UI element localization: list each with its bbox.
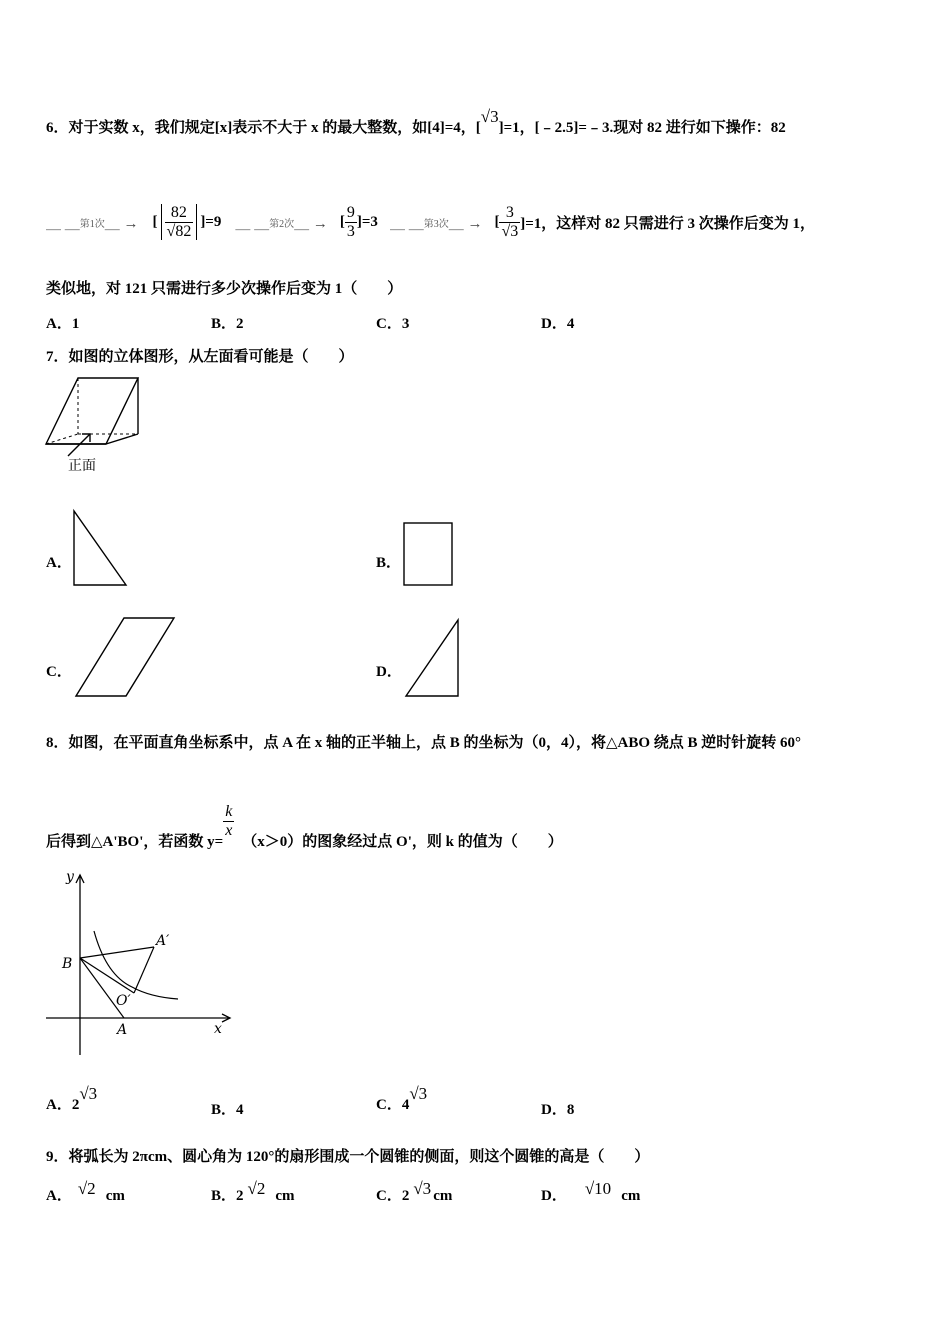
q6-eq1: ]=9 (200, 213, 222, 230)
q7-option-a-label[interactable]: A． (46, 555, 72, 571)
q6-step1-label: 第1次 (79, 218, 105, 230)
q8-fraction: $\frac{k}{x}$ (225, 803, 233, 839)
q6-option-b[interactable]: B．2 (211, 316, 244, 332)
q6-frac1-bracket (161, 204, 198, 240)
q8-label-a: A (117, 1022, 128, 1038)
q9-text: 9．将弧长为 2πcm、圆心角为 120°的扇形围成一个圆锥的侧面，则这个圆锥的高是（ ） (46, 1149, 650, 1165)
q6-line3: 类似地，对 121 只需进行多少次操作后变为 1（ ） (46, 281, 403, 297)
q8-label-a-prime: A′ (156, 933, 170, 949)
q7-option-d-label[interactable]: D． (376, 664, 402, 680)
q6-option-a[interactable]: A．1 (46, 316, 80, 332)
q8-label-b: B (62, 956, 73, 972)
q6-option-c[interactable]: C．3 (376, 316, 410, 332)
q6-frac2: $\frac{9}{3}$ (346, 203, 355, 240)
q6-line1 (46, 107, 786, 137)
q7-option-c-shape[interactable] (70, 614, 180, 700)
q6-text-part1: 6．对于实数 x，我们规定[x]表示不大于 x 的最大整数，如[4]=4，[ (46, 120, 481, 136)
q6-option-d[interactable]: D．4 (541, 316, 575, 332)
q9-option-c[interactable]: C．2 √3 cm (376, 1179, 453, 1204)
q6-eq3: ]=1，这样对 82 只需进行 3 次操作后变为 1， (520, 215, 816, 232)
q6-frac1: $\frac{82}{√82}$ (166, 203, 192, 240)
q6-eq2: ]=3 (356, 213, 378, 230)
q6-text-part2: ]=1，[﹣2.5]=﹣3.现对 82 进行如下操作：82 (498, 120, 786, 136)
q7-text: 7．如图的立体图形，从左面看可能是（ ） (46, 349, 354, 365)
q9-option-a[interactable]: A． √2 cm (46, 1179, 125, 1204)
q6-sqrt3: √3 (480, 107, 499, 126)
q7-option-c-label[interactable]: C． (46, 664, 72, 680)
q8-option-a[interactable]: A．2√3 (46, 1084, 98, 1113)
q8-option-b[interactable]: B．4 (211, 1102, 244, 1118)
q6-step2-label: 第2次 (269, 218, 295, 230)
q6-line2: ＿ ＿ 第1次 ＿ → [ $\frac{82}{√82}$ ]=9 ＿ ＿ 第2次 ＿ → [ $\frac{9}{3}$ ]=3 ＿ ＿ 第3次 ＿ → [ $\frac{3}{√3}$ ]=1，这样对 82 只需进行 3 次操作后变为 1， (46, 203, 816, 240)
q6-frac3: $\frac{3}{√3}$ (501, 203, 519, 240)
q8-line1: 8．如图，在平面直角坐标系中，点 A 在 x 轴的正半轴上，点 B 的坐标为（0，4），将△ABO 绕点 B 逆时针旋转 60° (46, 735, 802, 751)
q8-label-y: y (66, 869, 74, 885)
q7-option-a-shape[interactable] (70, 508, 132, 590)
q7-option-b-shape[interactable] (400, 520, 458, 590)
q8-label-o-prime: O′ (116, 993, 131, 1009)
q8-option-d[interactable]: D．8 (541, 1102, 575, 1118)
q6-step3-label: 第3次 (423, 218, 449, 230)
q8-option-c[interactable]: C．4√3 (376, 1084, 428, 1113)
q8-line2 (46, 792, 563, 851)
q8-coordinate-graph (40, 865, 240, 1065)
q8-text-part2: （x＞0）的图象经过点 O'，则 k 的值为（ ） (242, 834, 563, 850)
q7-option-b-label[interactable]: B． (376, 555, 402, 571)
q9-option-b[interactable]: B．2 √2 cm (211, 1179, 295, 1204)
q8-label-x: x (214, 1021, 222, 1037)
q7-front-label: 正面 (68, 458, 96, 474)
q9-option-d[interactable]: D． √10 cm (541, 1179, 641, 1204)
q8-text-part1: 后得到△A'BO'，若函数 y= (46, 834, 224, 850)
q7-option-d-shape[interactable] (402, 616, 466, 700)
